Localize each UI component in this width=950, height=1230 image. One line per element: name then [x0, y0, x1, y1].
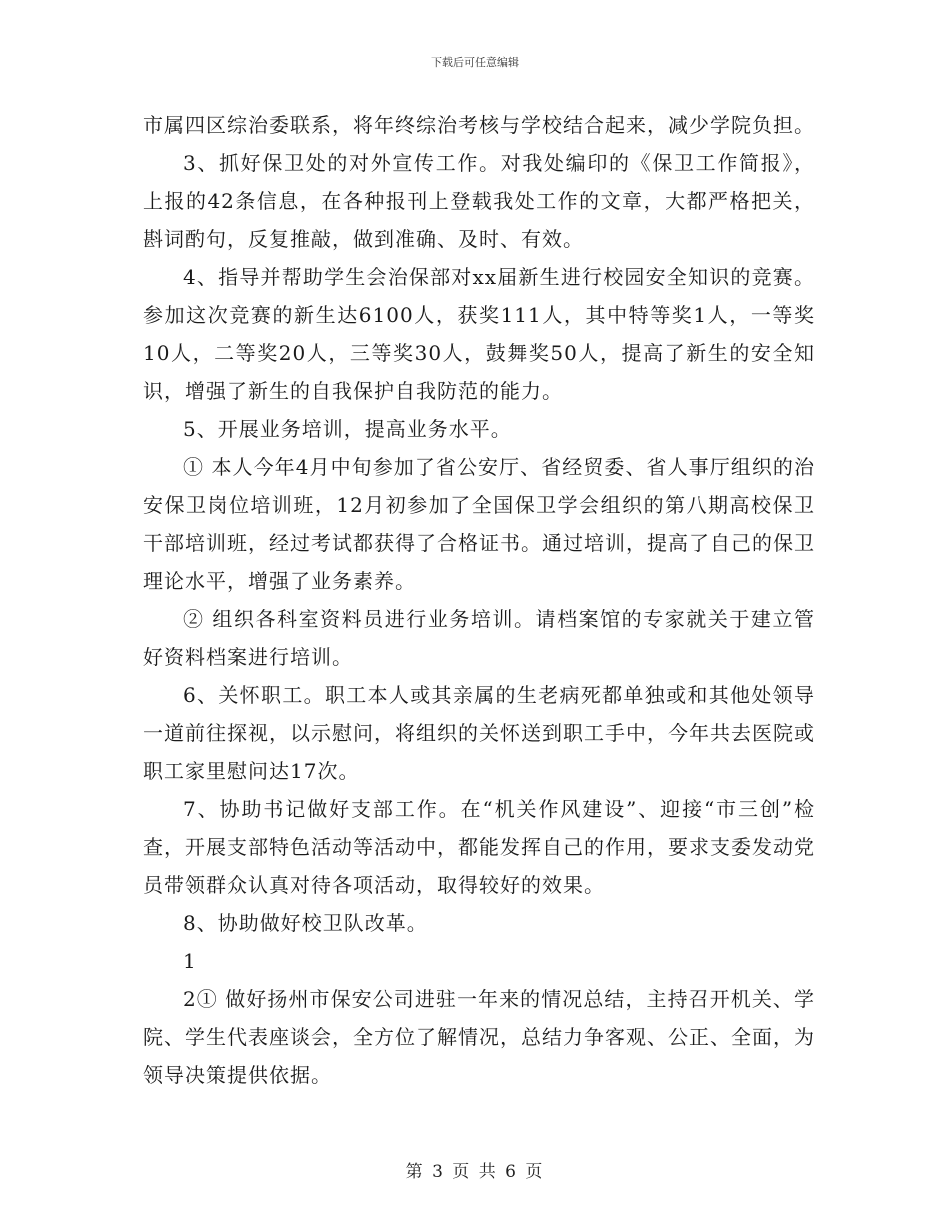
paragraph-6: ② 组织各科室资料员进行业务培训。请档案馆的专家就关于建立管好资料档案进行培训。: [143, 607, 815, 669]
paragraph-1: 市属四区综治委联系，将年终综治考核与学校结合起来，减少学院负担。: [143, 113, 815, 137]
paragraph-10: 1: [183, 949, 197, 973]
paragraph-3: 4、指导并帮助学生会治保部对xx届新生进行校园安全知识的竞赛。参加这次竞赛的新生达6100人，获奖111人，其中特等奖1人，一等奖10人，二等奖20人，三等奖30人，鼓舞奖50人，提高了新生的安全知识，增强了新生的自我保护自我防范的能力。: [143, 265, 815, 403]
document-body: [143, 106, 815, 1094]
paragraph-11: 2① 做好扬州市保安公司进驻一年来的情况总结，主持召开机关、学院、学生代表座谈会，全方位了解情况，总结力争客观、公正、全面，为领导决策提供依据。: [143, 987, 815, 1087]
page-footer: 第 3 页 共 6 页: [405, 1162, 545, 1182]
paragraph-2: 3、抓好保卫处的对外宣传工作。对我处编印的《保卫工作简报》，上报的42条信息，在各种报刊上登载我处工作的文章，大都严格把关，斟词酌句，反复推敲，做到准确、及时、有效。: [143, 151, 815, 251]
paragraph-8: 7、协助书记做好支部工作。在“机关作风建设”、迎接“市三创”检查，开展支部特色活动等活动中，都能发挥自己的作用，要求支委发动党员带领群众认真对待各项活动，取得较好的效果。: [143, 797, 815, 897]
page-header: 下载后可任意编辑: [431, 56, 519, 69]
paragraph-5: ① 本人今年4月中旬参加了省公安厅、省经贸委、省人事厅组织的治安保卫岗位培训班，12月初参加了全国保卫学会组织的第八期高校保卫干部培训班，经过考试都获得了合格证书。通过培训，提高了自己的保卫理论水平，增强了业务素养。: [143, 455, 815, 593]
paragraph-4: 5、开展业务培训，提高业务水平。: [183, 417, 512, 441]
paragraph-7: 6、关怀职工。职工本人或其亲属的生老病死都单独或和其他处领导一道前往探视，以示慰问，将组织的关怀送到职工手中，今年共去医院或职工家里慰问达17次。: [143, 683, 815, 783]
paragraph-9: 8、协助做好校卫队改革。: [183, 911, 428, 935]
